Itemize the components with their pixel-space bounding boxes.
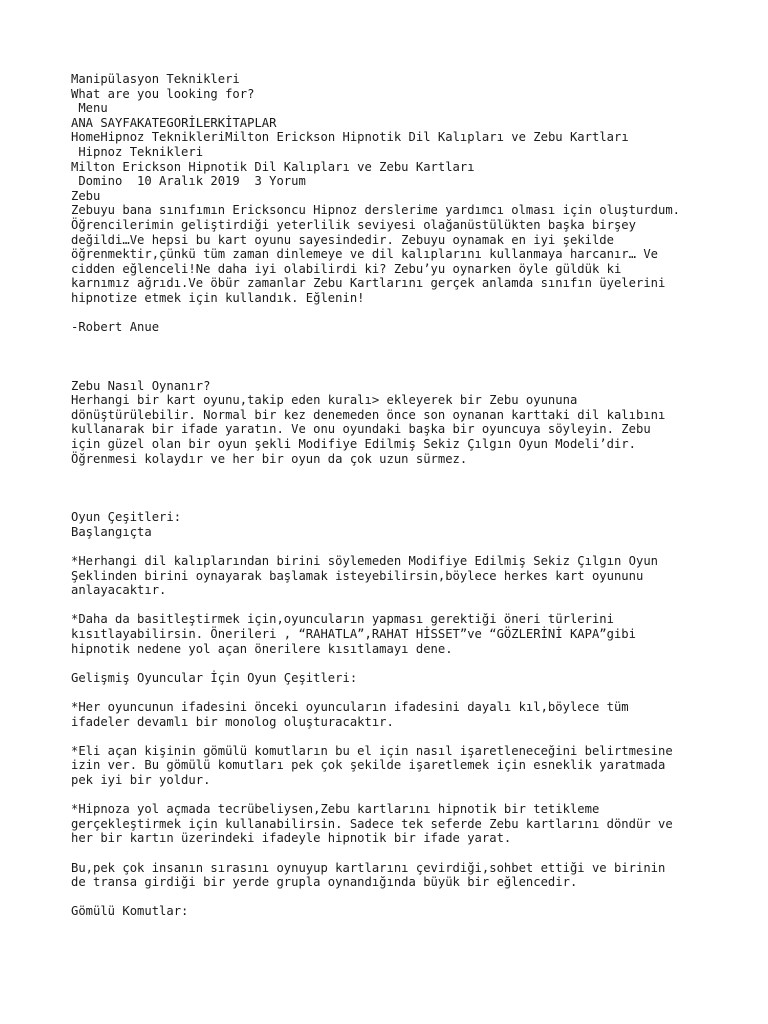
closing-line: de transa girdiği bir yerde grupla oynandığında büyük bir eğlencedir.	[71, 875, 578, 890]
tip-line: ifadeler devamlı bir monolog oluşturacaktır.	[71, 714, 394, 729]
intro-line: karnımız ağrıdı.Ve öbür zamanlar Zebu Kartlarını gerçek anlamda sınıfın üyelerini	[71, 276, 666, 291]
advanced-tip-1	[71, 700, 711, 729]
breadcrumb-category[interactable]: Hipnoz Teknikleri	[100, 130, 226, 145]
intro-line: hipnotize etmek için kullandık. Eğlenin!	[71, 290, 365, 305]
tip-line: *Herhangi dil kalıplarından birini söylemeden Modifiye Edilmiş Sekiz Çılgın Oyun	[71, 554, 658, 569]
tip-line: pek iyi bir yoldur.	[71, 772, 211, 787]
intro-line: öğrenmektir,çünkü tüm zaman dinlemeye ve dil kalıplarını kullanmaya harcanır… Ve	[71, 247, 658, 262]
search-prompt[interactable]: What are you looking for?	[71, 86, 255, 101]
intro-line: Öğrencilerimin geliştirdiği yeterlilik seviyesi olağanüstülükten başka birşey	[71, 217, 636, 232]
beginner-tip-2	[71, 612, 711, 656]
tip-line: izin ver. Bu gömülü komutları pek çok şekilde işaretlemek için esneklik yaratmada	[71, 758, 666, 773]
how-line: Herhangi bir kart oyunu,takip eden kuralı> ekleyerek bir Zebu oyununa	[71, 393, 578, 408]
how-to-play-paragraph	[71, 393, 711, 466]
advanced-tip-3	[71, 802, 711, 846]
main-nav	[71, 116, 711, 131]
tip-line: hipnotik nedene yol açan önerilere kısıtlamayı dene.	[71, 641, 453, 656]
post-comments[interactable]: 3 Yorum	[239, 174, 306, 189]
site-title[interactable]: Manipülasyon Teknikleri	[71, 72, 240, 86]
tip-line: Şeklinden birini oynayarak başlamak isteyebilirsin,böylece herkes kart oyununu	[71, 568, 644, 583]
breadcrumb-home[interactable]: Home	[71, 130, 101, 145]
intro-line: cidden eğlenceli!Ne daha iyi olabilirdi ki? Zebu’yu oynarken öyle güldük ki	[71, 261, 622, 276]
how-line: dönüştürülebilir. Normal bir kez denemeden önce son oynanan karttaki dil kalıbını	[71, 407, 666, 422]
tip-line: her bir kartın üzerindeki ifadeyle hipnotik bir ifade yarat.	[71, 831, 512, 846]
intro-paragraph	[71, 203, 711, 305]
tip-line: *Daha da basitleştirmek için,oyuncuların yapması gerektiği öneri türlerini	[71, 612, 614, 627]
zebu-heading: Zebu	[71, 188, 101, 203]
tip-line: gerçekleştirmek için kullanabilirsin. Sadece tek seferde Zebu kartlarını döndür ve	[71, 816, 673, 831]
tip-line: anlayacaktır.	[71, 583, 167, 598]
nav-item-books[interactable]: KİTAPLAR	[217, 115, 277, 130]
post-author[interactable]: Domino	[71, 174, 123, 189]
menu-toggle[interactable]: Menu	[71, 101, 108, 116]
tip-line: kısıtlayabilirsin. Önerileri , “RAHATLA”,RAHAT HİSSET”ve “GÖZLERİNİ KAPA”gibi	[71, 627, 636, 641]
tip-line: *Her oyuncunun ifadesini önceki oyuncuların ifadesini dayalı kıl,böylece tüm	[71, 699, 629, 714]
post-category[interactable]: Hipnoz Teknikleri	[71, 144, 204, 159]
post-meta	[71, 174, 711, 189]
advanced-heading: Gelişmiş Oyuncular İçin Oyun Çeşitleri:	[71, 670, 358, 685]
variants-heading: Oyun Çeşitleri:	[71, 510, 182, 525]
post-date: 10 Aralık 2019	[122, 174, 240, 189]
nav-item-categories[interactable]: KATEGORİLER	[137, 115, 218, 130]
intro-line: değildi…Ve hepsi bu kart oyunu sayesindedir. Zebuyu oynamak en iyi şekilde	[71, 232, 614, 247]
beginner-heading: Başlangıçta	[71, 524, 152, 539]
closing-line: Bu,pek çok insanın sırasını oynuyup kartlarını çevirdiği,sohbet ettiği ve birinin	[71, 860, 666, 875]
beginner-tip-1	[71, 554, 711, 598]
nav-item-home[interactable]: ANA SAYFA	[71, 115, 138, 130]
closing-paragraph	[71, 861, 711, 890]
how-line: için güzel olan bir oyun şekli Modifiye Edilmiş Sekiz Çılgın Oyun Modeli’dir.	[71, 437, 636, 452]
tip-line: *Hipnoza yol açmada tecrübeliysen,Zebu kartlarını hipnotik bir tetikleme	[71, 802, 600, 817]
how-line: Öğrenmesi kolaydır ve her bir oyun da çok uzun sürmez.	[71, 451, 468, 466]
breadcrumb-current: Milton Erickson Hipnotik Dil Kalıpları ve Zebu Kartları	[225, 130, 629, 145]
how-to-play-heading: Zebu Nasıl Oynanır?	[71, 378, 211, 393]
signature: -Robert Anue	[71, 320, 160, 335]
page-content	[71, 72, 711, 919]
tip-line: *Eli açan kişinin gömülü komutların bu el için nasıl işaretleneceğini belirtmesine	[71, 743, 673, 758]
advanced-tip-2	[71, 744, 711, 788]
how-line: kullanarak bir ifade yaratın. Ve onu oyundaki başka bir oyuncuya söyleyin. Zebu	[71, 422, 651, 437]
embedded-commands-heading: Gömülü Komutlar:	[71, 904, 189, 919]
breadcrumb	[71, 130, 711, 145]
intro-line: Zebuyu bana sınıfımın Ericksoncu Hipnoz derslerime yardımcı olması için oluşturdum.	[71, 203, 681, 218]
post-title: Milton Erickson Hipnotik Dil Kalıpları ve Zebu Kartları	[71, 159, 475, 174]
